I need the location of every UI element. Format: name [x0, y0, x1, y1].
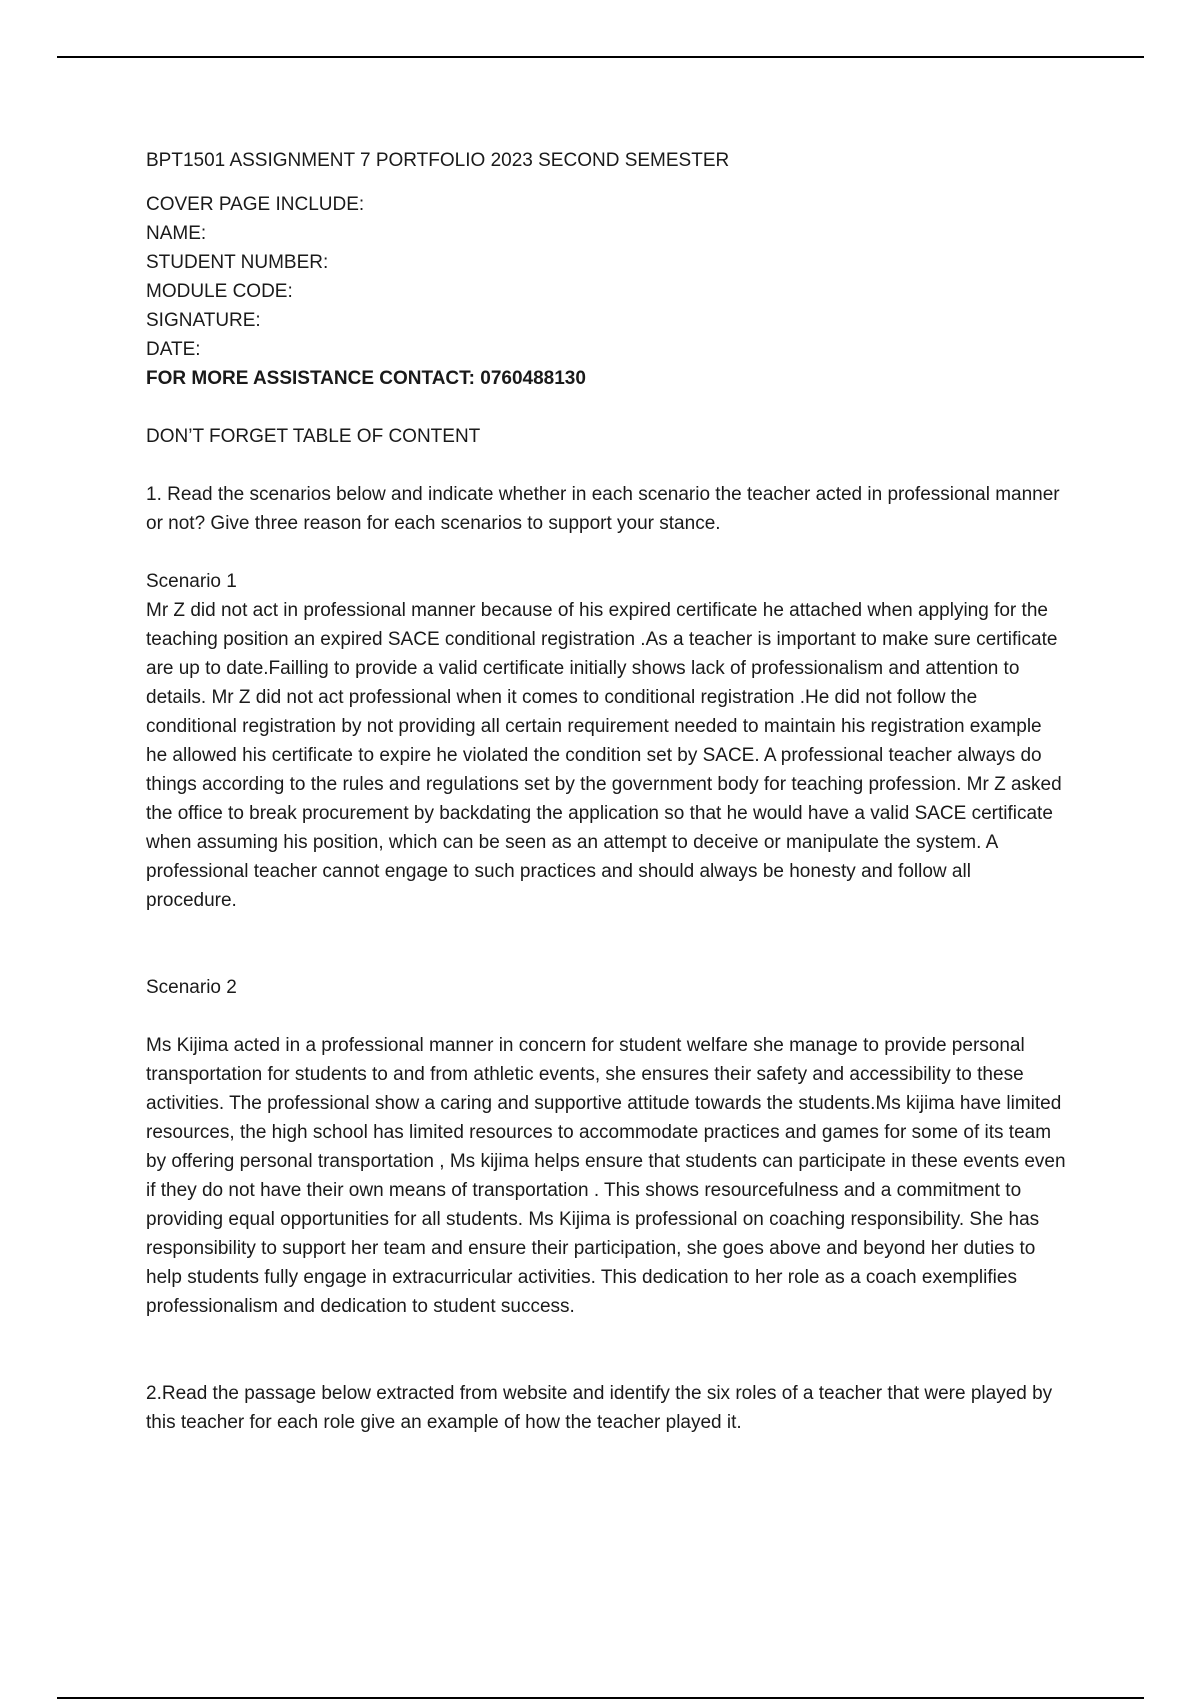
question-1: 1. Read the scenarios below and indicate whether in each scenario the teacher acted in professional manner or not? Give three reason for each scenarios to support your stance.: [146, 484, 1060, 534]
scenario-2-heading: Scenario 2: [146, 977, 237, 998]
bottom-rule: [57, 1697, 1144, 1699]
toc-reminder: DON’T FORGET TABLE OF CONTENT: [146, 426, 481, 447]
question-2: 2.Read the passage below extracted from website and identify the six roles of a teacher that were played by this teacher for each role give an example of how the teacher played it.: [146, 1383, 1053, 1433]
cover-date-label: DATE:: [146, 339, 201, 360]
cover-name-label: NAME:: [146, 223, 207, 244]
scenario-1-body: Mr Z did not act in professional manner because of his expired certificate he attached when applying for the teaching position an expired SACE conditional registration .As a teacher is important to make sure certificate are up to date.Failling to provide a valid certificate initially shows lack of professionalism and attention to details. Mr Z did not act professional when it comes to conditional registration .He did not follow the conditional registration by not providing all certain requirement needed to maintain his registration example he allowed his certificate to expire he violated the condition set by SACE. A professional teacher always do things according to the rules and regulations set by the government body for teaching profession. Mr Z asked the office to break procurement by backdating the application so that he would have a valid SACE certificate when assuming his position, which can be seen as an attempt to deceive or manipulate the system. A professional teacher cannot engage to such practices and should always be honesty and follow all procedure.: [146, 600, 1062, 911]
top-rule: [57, 56, 1144, 58]
contact-line: FOR MORE ASSISTANCE CONTACT: 0760488130: [146, 368, 586, 389]
cover-page-section: [146, 190, 1066, 393]
document-page: [146, 146, 1066, 1437]
cover-signature-label: SIGNATURE:: [146, 310, 261, 331]
cover-module-code-label: MODULE CODE:: [146, 281, 293, 302]
scenario-2-body: Ms Kijima acted in a professional manner in concern for student welfare she manage to provide personal transportation for students to and from athletic events, she ensures their safety and accessibility to these activities. The professional show a caring and supportive attitude towards the students.Ms kijima have limited resources, the high school has limited resources to accommodate practices and games for some of its team by offering personal transportation , Ms kijima helps ensure that students can participate in these events even if they do not have their own means of transportation . This shows resourcefulness and a commitment to providing equal opportunities for all students. Ms Kijima is professional on coaching responsibility. She has responsibility to support her team and ensure their participation, she goes above and beyond her duties to help students fully engage in extracurricular activities. This dedication to her role as a coach exemplifies professionalism and dedication to student success.: [146, 1035, 1066, 1317]
cover-page-heading: COVER PAGE INCLUDE:: [146, 194, 365, 215]
document-title: BPT1501 ASSIGNMENT 7 PORTFOLIO 2023 SECOND SEMESTER: [146, 150, 730, 171]
scenario-1-heading: Scenario 1: [146, 571, 237, 592]
cover-student-number-label: STUDENT NUMBER:: [146, 252, 329, 273]
